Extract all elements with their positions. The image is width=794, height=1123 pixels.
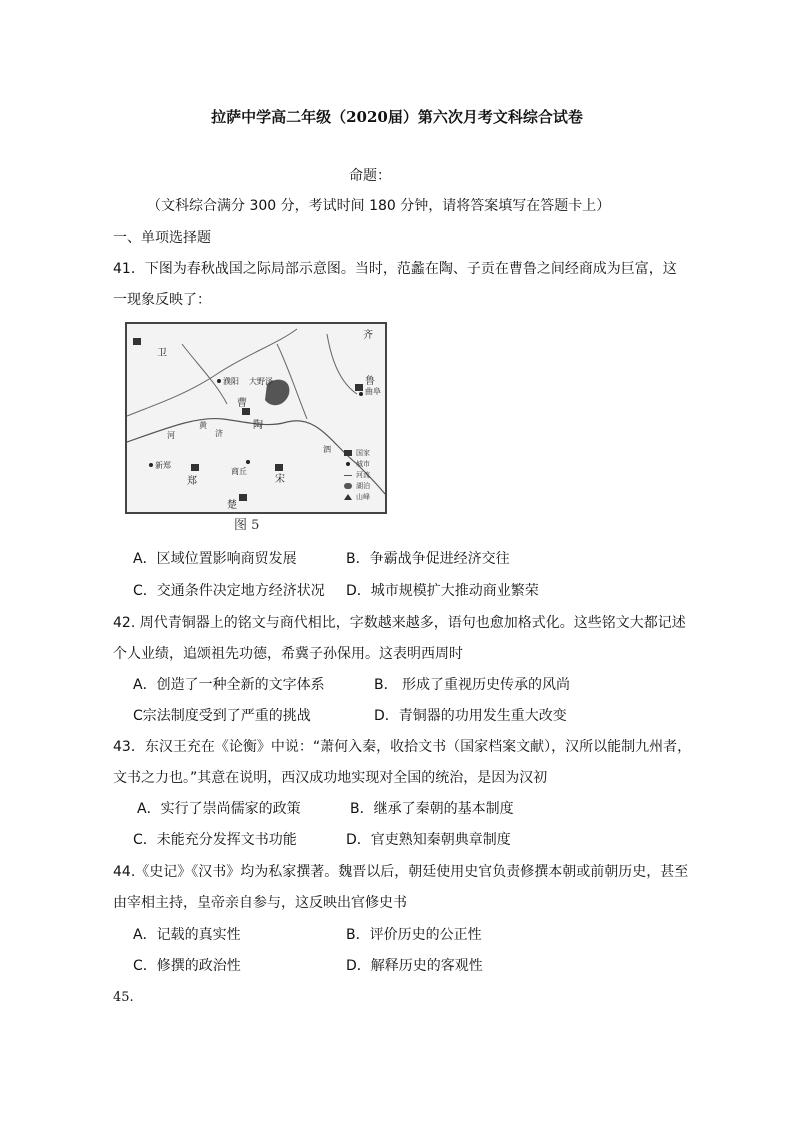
- question-44-line-1: 44.《史记》《汉书》均为私家撰著。魏晋以后，朝廷使用史官负责修撰本朝或前朝历史，甚至: [113, 864, 689, 880]
- map-label-qi: 齐: [363, 330, 373, 341]
- map-label-lu: 鲁: [365, 376, 375, 387]
- map-label-puyang: 濮阳: [223, 377, 239, 386]
- map-label-tao: 陶: [253, 420, 263, 431]
- map-label-xinzheng: 新郑: [155, 461, 171, 470]
- map-label-dayeze: 大野泽: [249, 377, 273, 386]
- legend-river: 河流: [356, 471, 370, 479]
- question-45-number: 45.: [113, 990, 134, 1005]
- legend-lake-symbol: [344, 483, 352, 489]
- question-43-line-2: 文书之力也。”其意在说明，西汉成功地实现对全国的统治，是因为汉初: [113, 770, 548, 786]
- q44-option-a[interactable]: A．记载的真实性: [133, 927, 241, 943]
- question-41-line-2: 一现象反映了：: [113, 292, 211, 308]
- question-42-line-1: 42. 周代青铜器上的铭文与商代相比，字数越来越多，语句也愈加格式化。这些铭文大都记述: [113, 615, 686, 631]
- map-label-wei: 卫: [157, 348, 167, 359]
- q44-option-c[interactable]: C．修撰的政治性: [133, 958, 241, 974]
- setter-label: 命题：: [349, 168, 391, 184]
- q42-option-a[interactable]: A．创造了一种全新的文字体系: [133, 677, 325, 693]
- question-43-line-1: 43．东汉王充在《论衡》中说：“萧何入秦，收拾文书（国家档案文献），汉所以能制九州者，: [113, 739, 692, 755]
- q41-option-a[interactable]: A．区域位置影响商贸发展: [133, 551, 297, 567]
- section-heading: 一、单项选择题: [113, 230, 211, 246]
- legend-country: 国家: [356, 449, 370, 457]
- legend-mountain-symbol: [344, 494, 352, 500]
- q43-option-d[interactable]: D．官吏熟知秦朝典章制度: [346, 832, 511, 848]
- legend-river-symbol: [344, 475, 352, 476]
- legend-city: 城市: [356, 460, 370, 468]
- q43-option-b[interactable]: B．继承了秦朝的基本制度: [350, 801, 514, 817]
- exam-instructions: （文科综合满分 300 分，考试时间 180 分钟，请将答案填写在答题卡上）: [147, 198, 611, 214]
- q43-option-a[interactable]: A．实行了崇尚儒家的政策: [137, 801, 301, 817]
- map-label-ji: 济: [215, 429, 223, 438]
- map-label-zheng: 郑: [187, 476, 197, 487]
- legend-city-symbol: [346, 462, 350, 466]
- question-44-line-2: 由宰相主持，皇帝亲自参与，这反映出官修史书: [113, 895, 407, 911]
- legend-lake: 湖泊: [356, 482, 370, 490]
- map-label-song: 宋: [275, 474, 285, 485]
- page-title: 拉萨中学高二年级（2020届）第六次月考文科综合试卷: [211, 108, 583, 126]
- q42-option-b[interactable]: B． 形成了重视历史传承的风尚: [374, 677, 571, 693]
- figure-caption: 图 5: [234, 518, 260, 533]
- q41-option-b[interactable]: B．争霸战争促进经济交往: [346, 551, 510, 567]
- map-label-qufu: 曲阜: [365, 387, 381, 396]
- legend-country-symbol: [344, 450, 352, 456]
- q42-option-d[interactable]: D．青铜器的功用发生重大改变: [374, 708, 567, 724]
- question-42-line-2: 个人业绩，追颂祖先功德，希冀子孙保用。这表明西周时: [113, 646, 463, 662]
- map-label-shangqiu: 商丘: [231, 467, 247, 476]
- q41-option-d[interactable]: D．城市规模扩大推动商业繁荣: [346, 583, 539, 599]
- q42-option-c[interactable]: C宗法制度受到了严重的挑战: [133, 708, 311, 724]
- q43-option-c[interactable]: C．未能充分发挥文书功能: [133, 832, 297, 848]
- map-legend: [344, 448, 392, 512]
- map-label-huang: 黄: [199, 421, 207, 430]
- map-label-si: 泗: [323, 445, 331, 454]
- q41-option-c[interactable]: C．交通条件决定地方经济状况: [133, 583, 325, 599]
- map-label-chu: 楚: [227, 500, 237, 511]
- q44-option-d[interactable]: D．解释历史的客观性: [346, 958, 483, 974]
- map-label-cao: 曹: [237, 398, 247, 409]
- question-41-line-1: 41．下图为春秋战国之际局部示意图。当时，范蠡在陶、子贡在曹鲁之间经商成为巨富，这: [113, 261, 677, 277]
- legend-mountain: 山峰: [356, 493, 370, 501]
- q44-option-b[interactable]: B．评价历史的公正性: [346, 927, 482, 943]
- map-label-he: 河: [167, 431, 175, 440]
